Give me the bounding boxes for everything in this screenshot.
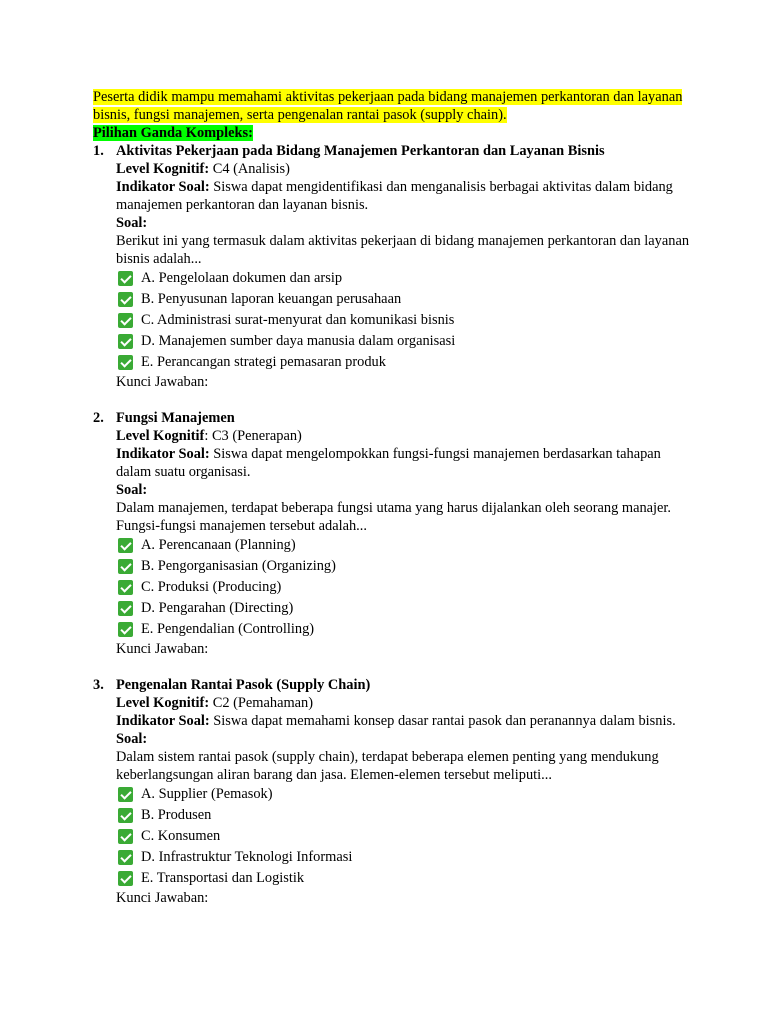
objective-text: Peserta didik mampu memahami aktivitas pekerjaan pada bidang manajemen perkantoran dan layanan bisnis, fungsi manajemen, serta pengenalan rantai pasok (supply chain). [93,89,683,123]
level-label: Level Kognitif: [116,161,210,177]
checkbox-checked-icon[interactable] [118,601,133,616]
checkbox-checked-icon[interactable] [118,271,133,286]
soal-label: Soal: [116,482,148,498]
option-c[interactable] [116,826,693,847]
option-label: E. Perancangan strategi pemasaran produk [141,354,386,370]
option-e[interactable] [116,868,693,889]
level-value: : C3 (Penerapan) [204,428,302,444]
option-b[interactable] [116,805,693,826]
option-label: C. Produksi (Producing) [141,579,282,595]
option-e[interactable] [116,352,693,373]
checkbox-checked-icon[interactable] [118,580,133,595]
indikator-soal [116,445,693,481]
option-a[interactable] [116,268,693,289]
option-c[interactable] [116,310,693,331]
checkbox-checked-icon[interactable] [118,808,133,823]
option-c[interactable] [116,577,693,598]
level-label: Level Kognitif: [116,695,210,711]
section-heading [93,124,693,142]
option-label: E. Pengendalian (Controlling) [141,621,315,637]
checkbox-checked-icon[interactable] [118,538,133,553]
level-kognitif [116,427,693,445]
option-a[interactable] [116,784,693,805]
level-value: C4 (Analisis) [209,161,290,177]
level-kognitif [116,160,693,178]
question-number: 1. [93,143,104,159]
answer-key: Kunci Jawaban: [116,641,209,657]
option-label: A. Perencanaan (Planning) [141,537,296,553]
indikator-value: Siswa dapat memahami konsep dasar rantai pasok dan peranannya dalam bisnis. [209,713,676,729]
option-label: D. Manajemen sumber daya manusia dalam organisasi [141,333,456,349]
option-d[interactable] [116,847,693,868]
indikator-label: Indikator Soal: [116,179,210,195]
checkbox-checked-icon[interactable] [118,313,133,328]
option-label: D. Pengarahan (Directing) [141,600,294,616]
question-3 [93,676,693,907]
indikator-soal [116,712,693,730]
section-heading-text: Pilihan Ganda Kompleks: [93,125,253,141]
question-title: Pengenalan Rantai Pasok (Supply Chain) [116,677,371,693]
soal-label: Soal: [116,731,148,747]
document-page [93,88,693,907]
indikator-soal [116,178,693,214]
soal-text: Berikut ini yang termasuk dalam aktivitas pekerjaan di bidang manajemen perkantoran dan layanan bisnis adalah... [116,233,690,267]
option-label: A. Pengelolaan dokumen dan arsip [141,270,343,286]
soal-text: Dalam sistem rantai pasok (supply chain), terdapat beberapa elemen penting yang mendukung keberlangsungan aliran barang dan jasa. Elemen-elemen tersebut meliputi... [116,749,659,783]
question-1 [93,142,693,391]
indikator-label: Indikator Soal: [116,446,210,462]
option-label: B. Penyusunan laporan keuangan perusahaan [141,291,402,307]
option-label: E. Transportasi dan Logistik [141,870,305,886]
option-d[interactable] [116,331,693,352]
checkbox-checked-icon[interactable] [118,622,133,637]
indikator-value: Siswa dapat mengidentifikasi dan menganalisis berbagai aktivitas dalam bidang manajemen perkantoran dan layanan bisnis. [116,179,673,213]
option-label: B. Produsen [141,807,212,823]
checkbox-checked-icon[interactable] [118,559,133,574]
checkbox-checked-icon[interactable] [118,850,133,865]
option-label: C. Konsumen [141,828,221,844]
question-number: 2. [93,410,104,426]
level-kognitif [116,694,693,712]
indikator-value: Siswa dapat mengelompokkan fungsi-fungsi manajemen berdasarkan tahapan dalam suatu organisasi. [116,446,661,480]
option-label: A. Supplier (Pemasok) [141,786,273,802]
checkbox-checked-icon[interactable] [118,871,133,886]
soal-text: Dalam manajemen, terdapat beberapa fungsi utama yang harus dijalankan oleh seorang manajer. Fungsi-fungsi manajemen tersebut adalah... [116,500,672,534]
question-title: Aktivitas Pekerjaan pada Bidang Manajemen Perkantoran dan Layanan Bisnis [116,143,605,159]
checkbox-checked-icon[interactable] [118,334,133,349]
option-label: C. Administrasi surat-menyurat dan komunikasi bisnis [141,312,455,328]
checkbox-checked-icon[interactable] [118,787,133,802]
checkbox-checked-icon[interactable] [118,355,133,370]
option-b[interactable] [116,556,693,577]
option-label: B. Pengorganisasian (Organizing) [141,558,336,574]
level-label: Level Kognitif [116,428,205,444]
level-value: C2 (Pemahaman) [209,695,314,711]
question-title: Fungsi Manajemen [116,410,235,426]
option-d[interactable] [116,598,693,619]
checkbox-checked-icon[interactable] [118,292,133,307]
soal-label: Soal: [116,215,148,231]
checkbox-checked-icon[interactable] [118,829,133,844]
option-a[interactable] [116,535,693,556]
learning-objective [93,88,693,124]
question-2 [93,409,693,658]
answer-key: Kunci Jawaban: [116,374,209,390]
option-b[interactable] [116,289,693,310]
answer-key: Kunci Jawaban: [116,890,209,906]
indikator-label: Indikator Soal: [116,713,210,729]
option-label: D. Infrastruktur Teknologi Informasi [141,849,353,865]
option-e[interactable] [116,619,693,640]
question-number: 3. [93,677,104,693]
